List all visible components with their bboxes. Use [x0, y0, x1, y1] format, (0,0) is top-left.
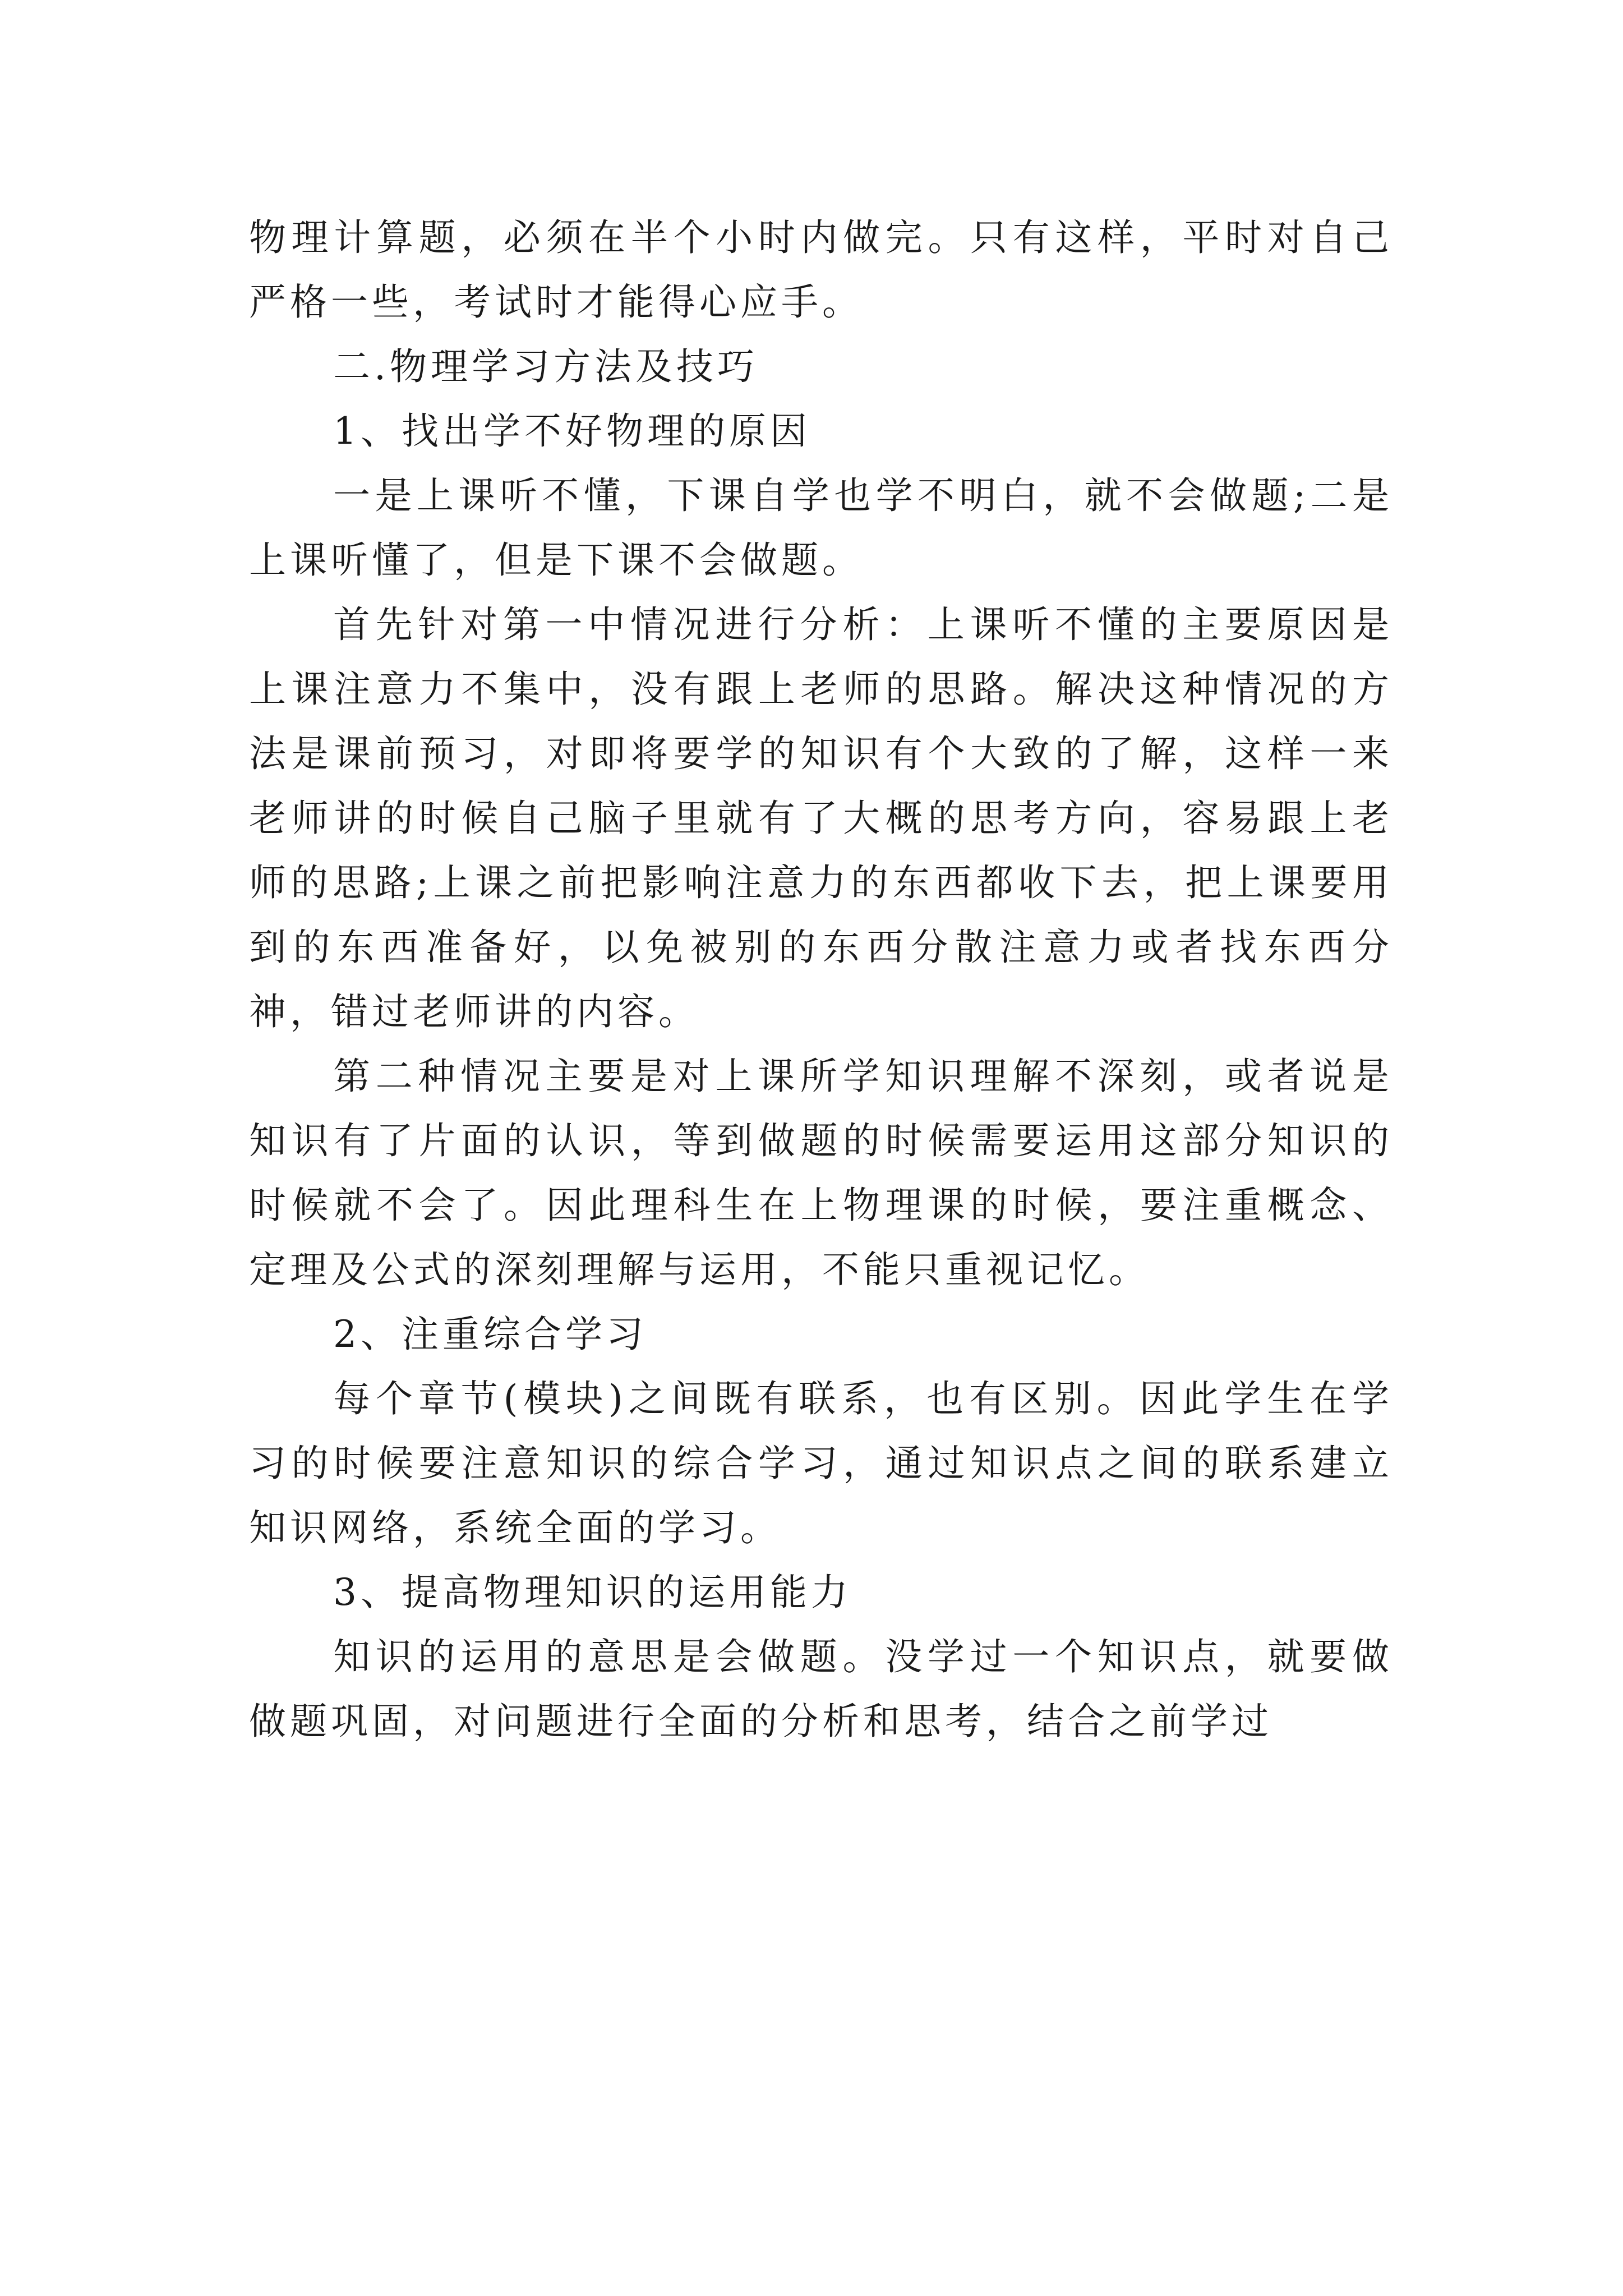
- document-body: [249, 205, 1393, 1754]
- paragraph-exam-practice: 物理计算题，必须在半个小时内做完。只有这样，平时对自己严格一些，考试时才能得心应手。: [249, 216, 1393, 324]
- section-heading-methods: 二.物理学习方法及技巧: [333, 345, 758, 388]
- paragraph-first-situation: 首先针对第一中情况进行分析：上课听不懂的主要原因是上课注意力不集中，没有跟上老师的思路。解决这种情况的方法是课前预习，对即将要学的知识有个大致的了解，这样一来老师讲的时候自己脑子里就有了大概的思考方向，容易跟上老师的思路;上课之前把影响注意力的东西都收下去，把上课要用到的东西准备好，以免被别的东西分散注意力或者找东西分神，错过老师讲的内容。: [249, 603, 1393, 1033]
- subheading-comprehensive-learning: 2、注重综合学习: [333, 1313, 647, 1356]
- paragraph-two-situations: 一是上课听不懂，下课自学也学不明白，就不会做题;二是上课听懂了，但是下课不会做题。: [249, 474, 1393, 582]
- subheading-find-causes: 1、找出学不好物理的原因: [333, 409, 811, 453]
- paragraph-chapter-connections: 每个章节(模块)之间既有联系，也有区别。因此学生在学习的时候要注意知识的综合学习，通过知识点之间的联系建立知识网络，系统全面的学习。: [249, 1377, 1393, 1549]
- subheading-application-ability: 3、提高物理知识的运用能力: [333, 1571, 852, 1614]
- paragraph-knowledge-application: 知识的运用的意思是会做题。没学过一个知识点，就要做做题巩固，对问题进行全面的分析和思考，结合之前学过: [249, 1635, 1393, 1743]
- paragraph-second-situation: 第二种情况主要是对上课所学知识理解不深刻，或者说是知识有了片面的认识，等到做题的时候需要运用这部分知识的时候就不会了。因此理科生在上物理课的时候，要注重概念、定理及公式的深刻理解与运用，不能只重视记忆。: [249, 1055, 1393, 1291]
